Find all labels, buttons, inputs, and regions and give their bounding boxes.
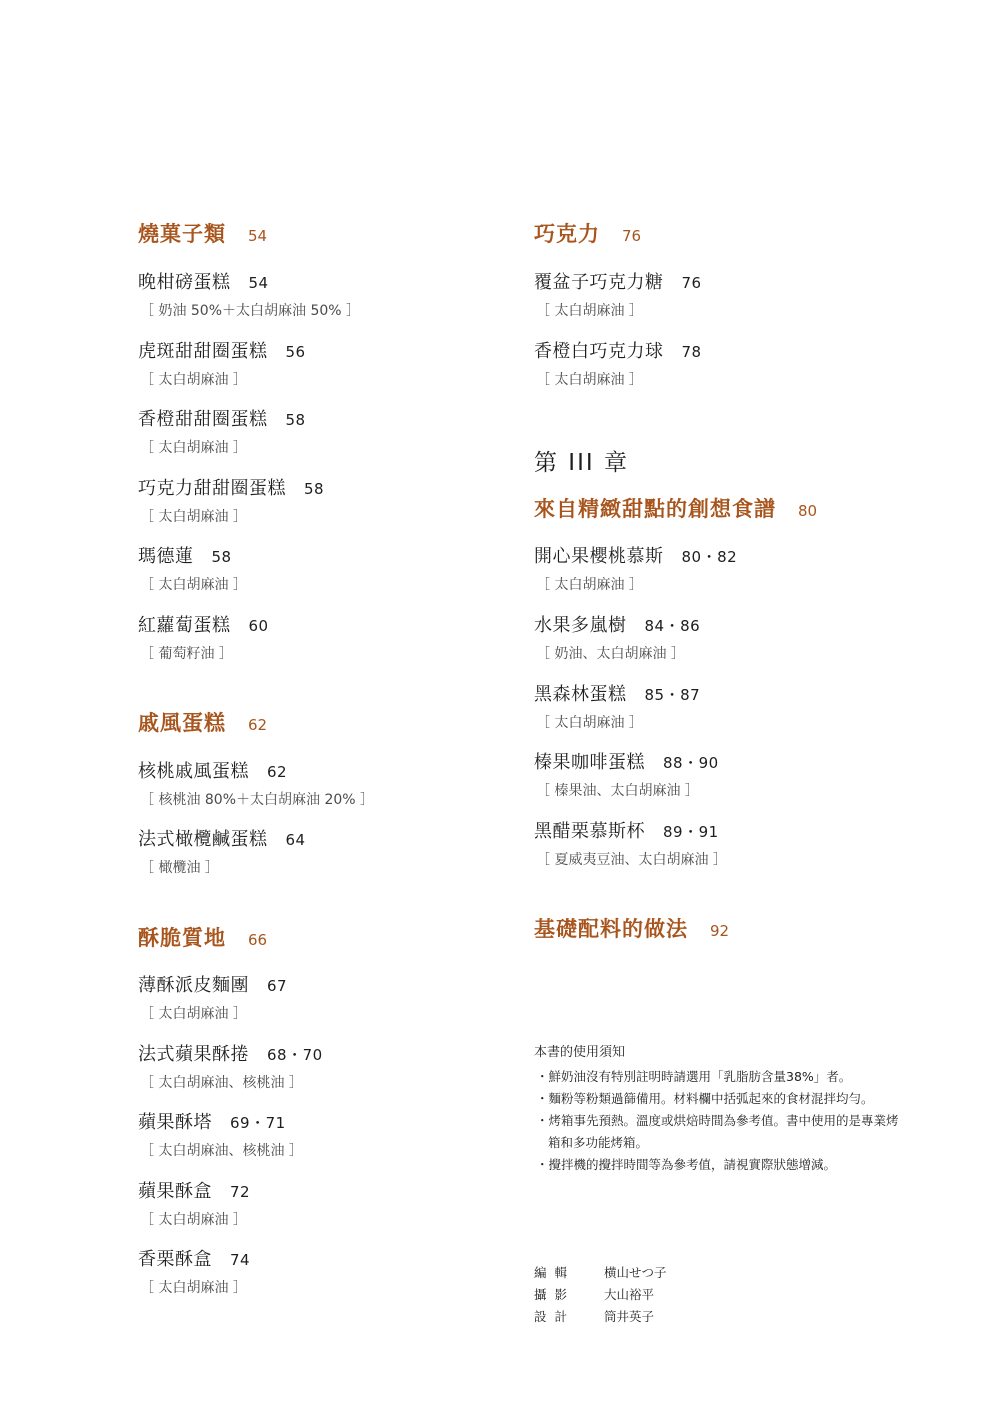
note-line: ・麵粉等粉類過篩備用。材料欄中括弧起來的食材混拌均勻。 [536,1091,874,1106]
entry-oil: ［ 太白胡麻油 ］ [536,372,643,388]
section-page: 92 [710,922,730,940]
entry-title: 法式蘋果酥捲 [138,1044,249,1065]
entry-page: 76 [681,274,702,292]
toc-entry [138,542,247,594]
entry-oil: ［ 太白胡麻油 ］ [140,1280,247,1296]
note-line: ・鮮奶油沒有特別註明時請選用「乳脂肪含量38%」者。 [536,1069,852,1084]
entry-oil: ［ 太白胡麻油 ］ [536,577,643,593]
note-line: ・攪拌機的攪拌時間等為參考值，請視實際狀態增減。 [536,1157,837,1172]
entry-title: 黑森林蛋糕 [534,684,627,705]
toc-entry [138,825,306,877]
toc-entry [138,1177,250,1229]
entry-oil: ［ 太白胡麻油、核桃油 ］ [140,1143,303,1159]
toc-entry [138,757,374,809]
toc-entry [138,405,306,457]
entry-title: 開心果櫻桃慕斯 [534,546,664,567]
entry-page: 85・87 [644,686,701,704]
entry-page: 84・86 [644,617,701,635]
section-heading [534,218,641,248]
entry-page: 68・70 [267,1046,323,1064]
toc-entry [138,1040,323,1092]
entry-oil: ［ 太白胡麻油 ］ [536,715,643,731]
entry-oil: ［ 橄欖油 ］ [140,860,219,876]
entry-oil: ［ 葡萄籽油 ］ [140,646,233,662]
entry-page: 89・91 [663,823,719,841]
entry-oil: ［ 夏威夷豆油、太白胡麻油 ］ [536,852,727,868]
entry-title: 瑪德蓮 [138,546,194,567]
entry-page: 58 [211,548,232,566]
note-line: ・烤箱事先預熱。溫度或烘焙時間為參考值。書中使用的是專業烤箱和多功能烤箱。 [536,1113,899,1150]
entry-page: 58 [304,480,325,498]
entry-title: 水果多嵐樹 [534,615,627,636]
entry-title: 香橙甜甜圈蛋糕 [138,409,268,430]
entry-oil: ［ 太白胡麻油 ］ [140,1212,247,1228]
toc-entry [534,748,719,800]
notes-title: 本書的使用須知 [534,1045,626,1060]
section-title: 酥脆質地 [138,926,226,950]
credit-row [534,1306,667,1328]
entry-oil: ［ 太白胡麻油、核桃油 ］ [140,1075,303,1091]
entry-oil: ［ 太白胡麻油 ］ [140,440,247,456]
entry-oil: ［ 奶油、太白胡麻油 ］ [536,646,685,662]
toc-entry [138,1108,303,1160]
section-title: 巧克力 [534,222,600,246]
entry-page: 88・90 [663,754,719,772]
section-heading [534,493,817,523]
toc-entry [138,611,269,663]
section-page: 80 [798,502,818,520]
entry-page: 69・71 [230,1114,286,1132]
entry-page: 74 [230,1251,251,1269]
credit-row [534,1284,667,1306]
entry-page: 78 [681,343,702,361]
entry-title: 香橙白巧克力球 [534,341,664,362]
toc-entry [534,611,700,663]
entry-title: 黑醋栗慕斯杯 [534,821,645,842]
entry-title: 紅蘿蔔蛋糕 [138,615,231,636]
toc-entry [138,474,324,526]
chapter-heading: 第 III 章 [534,450,629,476]
entry-oil: ［ 太白胡麻油 ］ [140,372,247,388]
entry-page: 58 [285,411,306,429]
entry-page: 67 [267,977,288,995]
entry-title: 巧克力甜甜圈蛋糕 [138,478,286,499]
section-page: 62 [248,716,268,734]
entry-page: 62 [267,763,288,781]
toc-entry [138,337,306,389]
entry-oil: ［ 太白胡麻油 ］ [140,577,247,593]
section-heading [534,913,729,943]
entry-page: 64 [285,831,306,849]
entry-oil: ［ 核桃油 80%＋太白胡麻油 20% ］ [140,792,375,808]
entry-page: 60 [248,617,269,635]
section-page: 66 [248,931,268,949]
section-heading [138,922,267,952]
credit-name: 大山裕平 [604,1287,655,1302]
entry-title: 香栗酥盒 [138,1249,212,1270]
toc-entry [138,1245,250,1297]
entry-title: 核桃戚風蛋糕 [138,761,249,782]
toc-entry [534,337,702,389]
entry-title: 晚柑磅蛋糕 [138,272,231,293]
entry-oil: ［ 太白胡麻油 ］ [536,303,643,319]
credit-name: 筒井英子 [604,1309,655,1324]
credit-role: 攝影 [534,1287,576,1302]
toc-entry [534,542,737,594]
entry-title: 蘋果酥塔 [138,1112,212,1133]
entry-oil: ［ 榛果油、太白胡麻油 ］ [536,783,699,799]
section-title: 燒菓子類 [138,222,226,246]
section-heading [138,707,267,737]
toc-entry [138,971,287,1023]
entry-page: 56 [285,343,306,361]
entry-oil: ［ 太白胡麻油 ］ [140,509,247,525]
section-heading [138,218,267,248]
entry-oil: ［ 奶油 50%＋太白胡麻油 50% ］ [140,303,361,319]
section-page: 54 [248,227,268,245]
entry-title: 蘋果酥盒 [138,1181,212,1202]
entry-oil: ［ 太白胡麻油 ］ [140,1006,247,1022]
usage-notes [534,1042,904,1176]
entry-title: 法式橄欖鹹蛋糕 [138,829,268,850]
section-page: 76 [622,227,642,245]
credit-row [534,1262,667,1284]
entry-page: 80・82 [681,548,738,566]
toc-entry [138,268,360,320]
entry-title: 榛果咖啡蛋糕 [534,752,645,773]
toc-entry [534,817,727,869]
section-title: 來自精緻甜點的創想食譜 [534,497,776,521]
section-title: 戚風蛋糕 [138,711,226,735]
credit-role: 設計 [534,1309,576,1324]
credits [534,1262,667,1328]
credit-name: 横山せつ子 [604,1265,667,1280]
entry-title: 薄酥派皮麵團 [138,975,249,996]
toc-entry [534,680,700,732]
entry-page: 54 [248,274,269,292]
section-title: 基礎配料的做法 [534,917,688,941]
entry-title: 覆盆子巧克力糖 [534,272,664,293]
credit-role: 編輯 [534,1265,576,1280]
toc-entry [534,268,702,320]
entry-title: 虎斑甜甜圈蛋糕 [138,341,268,362]
entry-page: 72 [230,1183,251,1201]
